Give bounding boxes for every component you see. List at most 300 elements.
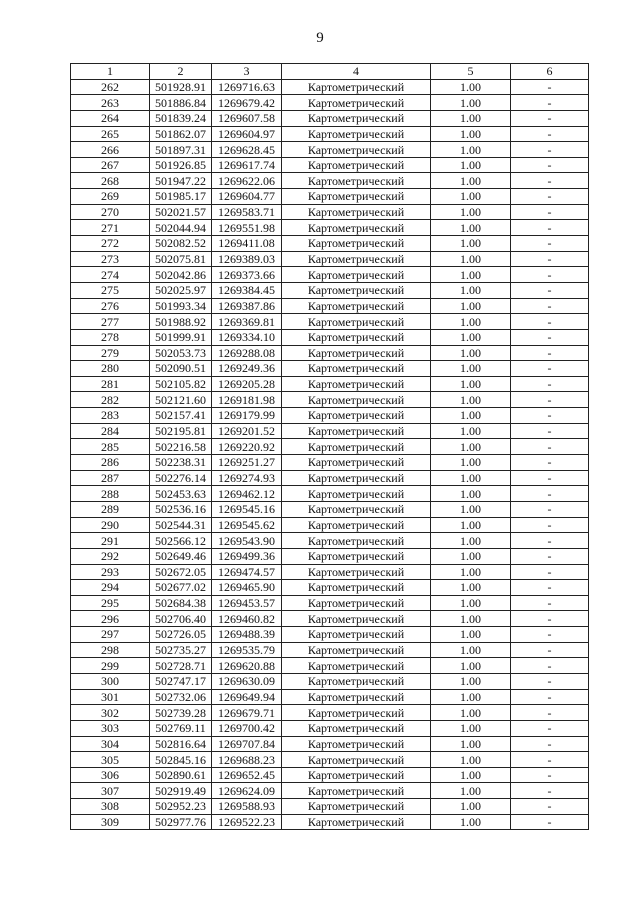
precision-cell: 1.00	[431, 814, 511, 830]
description-cell: -	[511, 110, 589, 126]
x-coordinate-cell: 502042.86	[150, 267, 212, 283]
method-cell: Картометрический	[282, 799, 431, 815]
method-cell: Картометрический	[282, 658, 431, 674]
x-coordinate-cell: 502075.81	[150, 251, 212, 267]
x-coordinate-cell: 502025.97	[150, 282, 212, 298]
method-cell: Картометрический	[282, 189, 431, 205]
table-row	[71, 533, 589, 549]
x-coordinate-cell: 502952.23	[150, 799, 212, 815]
table-row	[71, 611, 589, 627]
description-cell: -	[511, 251, 589, 267]
y-coordinate-cell: 1269679.42	[212, 95, 282, 111]
table-row	[71, 767, 589, 783]
table-row	[71, 173, 589, 189]
column-header: 1	[71, 64, 150, 80]
point-number-cell: 275	[71, 282, 150, 298]
y-coordinate-cell: 1269617.74	[212, 157, 282, 173]
precision-cell: 1.00	[431, 173, 511, 189]
table-row	[71, 361, 589, 377]
point-number-cell: 271	[71, 220, 150, 236]
x-coordinate-cell: 501985.17	[150, 189, 212, 205]
x-coordinate-cell: 502105.82	[150, 376, 212, 392]
description-cell: -	[511, 79, 589, 95]
x-coordinate-cell: 501897.31	[150, 142, 212, 158]
point-number-cell: 303	[71, 720, 150, 736]
y-coordinate-cell: 1269274.93	[212, 470, 282, 486]
point-number-cell: 306	[71, 767, 150, 783]
point-number-cell: 269	[71, 189, 150, 205]
x-coordinate-cell: 502536.16	[150, 501, 212, 517]
precision-cell: 1.00	[431, 455, 511, 471]
y-coordinate-cell: 1269522.23	[212, 814, 282, 830]
table-row	[71, 720, 589, 736]
method-cell: Картометрический	[282, 251, 431, 267]
precision-cell: 1.00	[431, 282, 511, 298]
table-row	[71, 752, 589, 768]
table-row	[71, 79, 589, 95]
description-cell: -	[511, 752, 589, 768]
description-cell: -	[511, 611, 589, 627]
description-cell: -	[511, 236, 589, 252]
x-coordinate-cell: 501993.34	[150, 298, 212, 314]
precision-cell: 1.00	[431, 314, 511, 330]
method-cell: Картометрический	[282, 204, 431, 220]
y-coordinate-cell: 1269249.36	[212, 361, 282, 377]
method-cell: Картометрический	[282, 79, 431, 95]
y-coordinate-cell: 1269411.08	[212, 236, 282, 252]
point-number-cell: 284	[71, 423, 150, 439]
point-number-cell: 280	[71, 361, 150, 377]
method-cell: Картометрический	[282, 376, 431, 392]
x-coordinate-cell: 502977.76	[150, 814, 212, 830]
point-number-cell: 272	[71, 236, 150, 252]
precision-cell: 1.00	[431, 517, 511, 533]
table-row	[71, 673, 589, 689]
method-cell: Картометрический	[282, 611, 431, 627]
y-coordinate-cell: 1269545.16	[212, 501, 282, 517]
y-coordinate-cell: 1269649.94	[212, 689, 282, 705]
description-cell: -	[511, 298, 589, 314]
point-number-cell: 268	[71, 173, 150, 189]
y-coordinate-cell: 1269462.12	[212, 486, 282, 502]
point-number-cell: 288	[71, 486, 150, 502]
method-cell: Картометрический	[282, 439, 431, 455]
point-number-cell: 262	[71, 79, 150, 95]
method-cell: Картометрический	[282, 423, 431, 439]
precision-cell: 1.00	[431, 673, 511, 689]
x-coordinate-cell: 501926.85	[150, 157, 212, 173]
description-cell: -	[511, 705, 589, 721]
description-cell: -	[511, 814, 589, 830]
table-row	[71, 783, 589, 799]
method-cell: Картометрический	[282, 486, 431, 502]
precision-cell: 1.00	[431, 642, 511, 658]
method-cell: Картометрический	[282, 673, 431, 689]
precision-cell: 1.00	[431, 799, 511, 815]
precision-cell: 1.00	[431, 736, 511, 752]
y-coordinate-cell: 1269535.79	[212, 642, 282, 658]
table-row	[71, 157, 589, 173]
method-cell: Картометрический	[282, 220, 431, 236]
method-cell: Картометрический	[282, 548, 431, 564]
description-cell: -	[511, 455, 589, 471]
y-coordinate-cell: 1269716.63	[212, 79, 282, 95]
point-number-cell: 308	[71, 799, 150, 815]
y-coordinate-cell: 1269474.57	[212, 564, 282, 580]
description-cell: -	[511, 282, 589, 298]
point-number-cell: 281	[71, 376, 150, 392]
method-cell: Картометрический	[282, 455, 431, 471]
table-row	[71, 126, 589, 142]
table-row	[71, 220, 589, 236]
table-row	[71, 110, 589, 126]
description-cell: -	[511, 517, 589, 533]
precision-cell: 1.00	[431, 189, 511, 205]
description-cell: -	[511, 423, 589, 439]
precision-cell: 1.00	[431, 548, 511, 564]
description-cell: -	[511, 658, 589, 674]
y-coordinate-cell: 1269652.45	[212, 767, 282, 783]
method-cell: Картометрический	[282, 470, 431, 486]
precision-cell: 1.00	[431, 627, 511, 643]
point-number-cell: 292	[71, 548, 150, 564]
table-row	[71, 627, 589, 643]
precision-cell: 1.00	[431, 486, 511, 502]
y-coordinate-cell: 1269179.99	[212, 408, 282, 424]
precision-cell: 1.00	[431, 220, 511, 236]
x-coordinate-cell: 502739.28	[150, 705, 212, 721]
column-header: 4	[282, 64, 431, 80]
x-coordinate-cell: 502706.40	[150, 611, 212, 627]
point-number-cell: 263	[71, 95, 150, 111]
method-cell: Картометрический	[282, 361, 431, 377]
method-cell: Картометрический	[282, 126, 431, 142]
table-row	[71, 486, 589, 502]
point-number-cell: 267	[71, 157, 150, 173]
precision-cell: 1.00	[431, 157, 511, 173]
y-coordinate-cell: 1269384.45	[212, 282, 282, 298]
description-cell: -	[511, 126, 589, 142]
description-cell: -	[511, 533, 589, 549]
point-number-cell: 307	[71, 783, 150, 799]
method-cell: Картометрический	[282, 705, 431, 721]
method-cell: Картометрический	[282, 345, 431, 361]
table-row	[71, 142, 589, 158]
point-number-cell: 277	[71, 314, 150, 330]
point-number-cell: 302	[71, 705, 150, 721]
table-header-row	[71, 64, 589, 80]
y-coordinate-cell: 1269630.09	[212, 673, 282, 689]
table-body	[71, 79, 589, 830]
method-cell: Картометрический	[282, 282, 431, 298]
y-coordinate-cell: 1269389.03	[212, 251, 282, 267]
y-coordinate-cell: 1269205.28	[212, 376, 282, 392]
description-cell: -	[511, 627, 589, 643]
column-header: 3	[212, 64, 282, 80]
description-cell: -	[511, 204, 589, 220]
method-cell: Картометрический	[282, 627, 431, 643]
description-cell: -	[511, 157, 589, 173]
x-coordinate-cell: 502672.05	[150, 564, 212, 580]
x-coordinate-cell: 502021.57	[150, 204, 212, 220]
x-coordinate-cell: 501928.91	[150, 79, 212, 95]
precision-cell: 1.00	[431, 783, 511, 799]
x-coordinate-cell: 502845.16	[150, 752, 212, 768]
description-cell: -	[511, 580, 589, 596]
column-header: 5	[431, 64, 511, 80]
table-row	[71, 376, 589, 392]
x-coordinate-cell: 501886.84	[150, 95, 212, 111]
x-coordinate-cell: 502816.64	[150, 736, 212, 752]
y-coordinate-cell: 1269624.09	[212, 783, 282, 799]
description-cell: -	[511, 345, 589, 361]
precision-cell: 1.00	[431, 204, 511, 220]
table-row	[71, 689, 589, 705]
y-coordinate-cell: 1269583.71	[212, 204, 282, 220]
x-coordinate-cell: 502649.46	[150, 548, 212, 564]
description-cell: -	[511, 376, 589, 392]
precision-cell: 1.00	[431, 423, 511, 439]
table-row	[71, 282, 589, 298]
point-number-cell: 276	[71, 298, 150, 314]
precision-cell: 1.00	[431, 408, 511, 424]
y-coordinate-cell: 1269607.58	[212, 110, 282, 126]
description-cell: -	[511, 361, 589, 377]
table-row	[71, 345, 589, 361]
table-row	[71, 658, 589, 674]
y-coordinate-cell: 1269604.77	[212, 189, 282, 205]
point-number-cell: 296	[71, 611, 150, 627]
description-cell: -	[511, 595, 589, 611]
method-cell: Картометрический	[282, 752, 431, 768]
point-number-cell: 286	[71, 455, 150, 471]
y-coordinate-cell: 1269465.90	[212, 580, 282, 596]
x-coordinate-cell: 502238.31	[150, 455, 212, 471]
table-row	[71, 392, 589, 408]
y-coordinate-cell: 1269545.62	[212, 517, 282, 533]
point-number-cell: 285	[71, 439, 150, 455]
method-cell: Картометрический	[282, 329, 431, 345]
description-cell: -	[511, 173, 589, 189]
x-coordinate-cell: 502919.49	[150, 783, 212, 799]
y-coordinate-cell: 1269460.82	[212, 611, 282, 627]
precision-cell: 1.00	[431, 658, 511, 674]
description-cell: -	[511, 329, 589, 345]
precision-cell: 1.00	[431, 720, 511, 736]
table-row	[71, 329, 589, 345]
table-row	[71, 470, 589, 486]
x-coordinate-cell: 502044.94	[150, 220, 212, 236]
method-cell: Картометрический	[282, 95, 431, 111]
method-cell: Картометрический	[282, 642, 431, 658]
point-number-cell: 309	[71, 814, 150, 830]
table-row	[71, 408, 589, 424]
table-row	[71, 95, 589, 111]
description-cell: -	[511, 799, 589, 815]
table-row	[71, 501, 589, 517]
y-coordinate-cell: 1269700.42	[212, 720, 282, 736]
table-row	[71, 189, 589, 205]
y-coordinate-cell: 1269688.23	[212, 752, 282, 768]
precision-cell: 1.00	[431, 439, 511, 455]
precision-cell: 1.00	[431, 470, 511, 486]
precision-cell: 1.00	[431, 564, 511, 580]
precision-cell: 1.00	[431, 95, 511, 111]
precision-cell: 1.00	[431, 611, 511, 627]
point-number-cell: 273	[71, 251, 150, 267]
table-row	[71, 595, 589, 611]
description-cell: -	[511, 783, 589, 799]
table-row	[71, 267, 589, 283]
method-cell: Картометрический	[282, 501, 431, 517]
point-number-cell: 294	[71, 580, 150, 596]
y-coordinate-cell: 1269369.81	[212, 314, 282, 330]
table-row	[71, 423, 589, 439]
table-row	[71, 251, 589, 267]
method-cell: Картометрический	[282, 157, 431, 173]
method-cell: Картометрический	[282, 720, 431, 736]
precision-cell: 1.00	[431, 251, 511, 267]
method-cell: Картометрический	[282, 580, 431, 596]
point-number-cell: 291	[71, 533, 150, 549]
y-coordinate-cell: 1269288.08	[212, 345, 282, 361]
x-coordinate-cell: 502276.14	[150, 470, 212, 486]
y-coordinate-cell: 1269387.86	[212, 298, 282, 314]
method-cell: Картометрический	[282, 564, 431, 580]
description-cell: -	[511, 642, 589, 658]
method-cell: Картометрический	[282, 142, 431, 158]
y-coordinate-cell: 1269220.92	[212, 439, 282, 455]
y-coordinate-cell: 1269604.97	[212, 126, 282, 142]
precision-cell: 1.00	[431, 580, 511, 596]
description-cell: -	[511, 767, 589, 783]
method-cell: Картометрический	[282, 767, 431, 783]
x-coordinate-cell: 502453.63	[150, 486, 212, 502]
point-number-cell: 283	[71, 408, 150, 424]
description-cell: -	[511, 720, 589, 736]
point-number-cell: 299	[71, 658, 150, 674]
y-coordinate-cell: 1269453.57	[212, 595, 282, 611]
table-row	[71, 439, 589, 455]
description-cell: -	[511, 548, 589, 564]
point-number-cell: 293	[71, 564, 150, 580]
description-cell: -	[511, 95, 589, 111]
method-cell: Картометрический	[282, 314, 431, 330]
x-coordinate-cell: 501947.22	[150, 173, 212, 189]
method-cell: Картометрический	[282, 517, 431, 533]
description-cell: -	[511, 267, 589, 283]
table-row	[71, 455, 589, 471]
point-number-cell: 304	[71, 736, 150, 752]
x-coordinate-cell: 502544.31	[150, 517, 212, 533]
x-coordinate-cell: 502157.41	[150, 408, 212, 424]
method-cell: Картометрический	[282, 595, 431, 611]
x-coordinate-cell: 501839.24	[150, 110, 212, 126]
table-row	[71, 236, 589, 252]
description-cell: -	[511, 408, 589, 424]
y-coordinate-cell: 1269488.39	[212, 627, 282, 643]
table-row	[71, 642, 589, 658]
precision-cell: 1.00	[431, 689, 511, 705]
precision-cell: 1.00	[431, 767, 511, 783]
precision-cell: 1.00	[431, 595, 511, 611]
table-row	[71, 204, 589, 220]
x-coordinate-cell: 502090.51	[150, 361, 212, 377]
description-cell: -	[511, 220, 589, 236]
precision-cell: 1.00	[431, 752, 511, 768]
y-coordinate-cell: 1269499.36	[212, 548, 282, 564]
description-cell: -	[511, 673, 589, 689]
precision-cell: 1.00	[431, 376, 511, 392]
x-coordinate-cell: 502684.38	[150, 595, 212, 611]
method-cell: Картометрический	[282, 236, 431, 252]
y-coordinate-cell: 1269707.84	[212, 736, 282, 752]
description-cell: -	[511, 736, 589, 752]
precision-cell: 1.00	[431, 392, 511, 408]
method-cell: Картометрический	[282, 736, 431, 752]
precision-cell: 1.00	[431, 501, 511, 517]
table-row	[71, 548, 589, 564]
y-coordinate-cell: 1269201.52	[212, 423, 282, 439]
point-number-cell: 295	[71, 595, 150, 611]
point-number-cell: 265	[71, 126, 150, 142]
precision-cell: 1.00	[431, 298, 511, 314]
method-cell: Картометрический	[282, 298, 431, 314]
y-coordinate-cell: 1269334.10	[212, 329, 282, 345]
method-cell: Картометрический	[282, 110, 431, 126]
x-coordinate-cell: 501999.91	[150, 329, 212, 345]
x-coordinate-cell: 502053.73	[150, 345, 212, 361]
x-coordinate-cell: 502082.52	[150, 236, 212, 252]
method-cell: Картометрический	[282, 392, 431, 408]
method-cell: Картометрический	[282, 689, 431, 705]
x-coordinate-cell: 502726.05	[150, 627, 212, 643]
x-coordinate-cell: 501862.07	[150, 126, 212, 142]
method-cell: Картометрический	[282, 267, 431, 283]
point-number-cell: 300	[71, 673, 150, 689]
description-cell: -	[511, 564, 589, 580]
table-row	[71, 705, 589, 721]
y-coordinate-cell: 1269679.71	[212, 705, 282, 721]
point-number-cell: 289	[71, 501, 150, 517]
point-number-cell: 287	[71, 470, 150, 486]
description-cell: -	[511, 142, 589, 158]
description-cell: -	[511, 470, 589, 486]
method-cell: Картометрический	[282, 173, 431, 189]
description-cell: -	[511, 314, 589, 330]
column-header: 2	[150, 64, 212, 80]
y-coordinate-cell: 1269251.27	[212, 455, 282, 471]
x-coordinate-cell: 502195.81	[150, 423, 212, 439]
description-cell: -	[511, 189, 589, 205]
x-coordinate-cell: 502747.17	[150, 673, 212, 689]
table-row	[71, 517, 589, 533]
precision-cell: 1.00	[431, 79, 511, 95]
y-coordinate-cell: 1269620.88	[212, 658, 282, 674]
point-number-cell: 282	[71, 392, 150, 408]
description-cell: -	[511, 392, 589, 408]
precision-cell: 1.00	[431, 533, 511, 549]
method-cell: Картометрический	[282, 533, 431, 549]
precision-cell: 1.00	[431, 329, 511, 345]
description-cell: -	[511, 439, 589, 455]
precision-cell: 1.00	[431, 267, 511, 283]
x-coordinate-cell: 502566.12	[150, 533, 212, 549]
column-header: 6	[511, 64, 589, 80]
y-coordinate-cell: 1269622.06	[212, 173, 282, 189]
x-coordinate-cell: 502732.06	[150, 689, 212, 705]
description-cell: -	[511, 689, 589, 705]
